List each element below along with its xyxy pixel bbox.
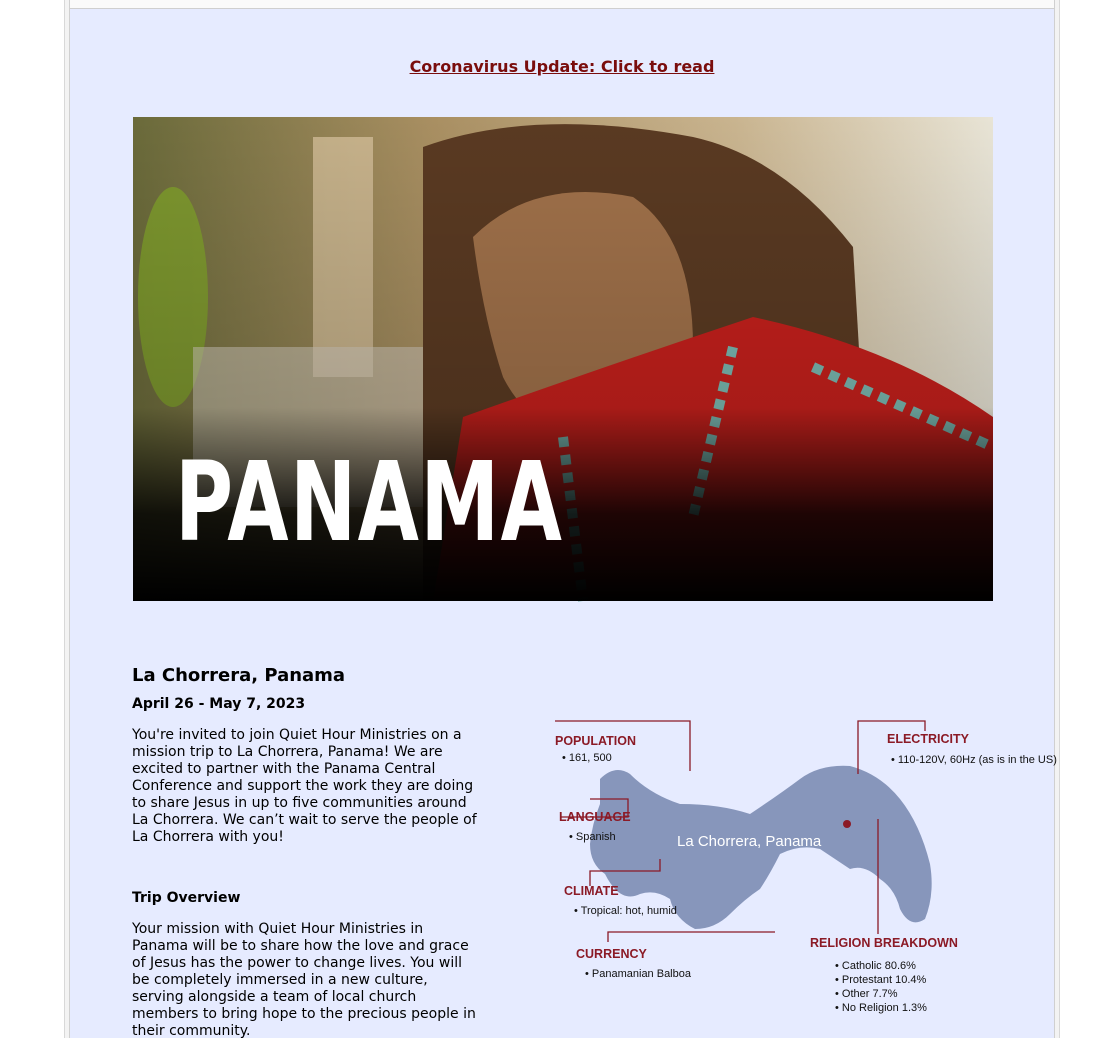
panama-infographic xyxy=(480,704,1057,1024)
religion-label: RELIGION BREAKDOWN xyxy=(810,936,958,950)
religion-item: • Catholic 80.6% xyxy=(835,960,916,972)
trip-dates: April 26 - May 7, 2023 xyxy=(132,696,306,712)
language-value: • Spanish xyxy=(569,831,616,843)
hero-title: PANAMA xyxy=(175,438,564,566)
trip-intro: You're invited to join Quiet Hour Ministries on a mission trip to La Chorrera, Panama! We are excited to partner with the Panama Central Conference and support the work they are doing to share Jesus in up to five communities around La Chorrera. We can’t wait to serve the people of La Chorrera with you! xyxy=(132,727,477,845)
currency-value: • Panamanian Balboa xyxy=(585,968,691,980)
climate-value: • Tropical: hot, humid xyxy=(574,905,677,917)
religion-item: • No Religion 1.3% xyxy=(835,1002,927,1014)
content-panel xyxy=(69,8,1055,1038)
currency-label: CURRENCY xyxy=(576,947,647,961)
coronavirus-update-link[interactable]: Coronavirus Update: Click to read xyxy=(409,57,715,76)
map-label: La Chorrera, Panama xyxy=(677,833,822,850)
hero-banner xyxy=(133,117,993,601)
population-label: POPULATION xyxy=(555,734,637,748)
electricity-label: ELECTRICITY xyxy=(887,732,969,746)
currency-connector xyxy=(608,932,775,942)
climate-label: CLIMATE xyxy=(564,884,619,898)
population-value: • 161, 500 xyxy=(562,752,612,764)
trip-overview-title: Trip Overview xyxy=(132,890,241,906)
religion-item: • Other 7.7% xyxy=(835,988,898,1000)
religion-item: • Protestant 10.4% xyxy=(835,974,927,986)
location-title: La Chorrera, Panama xyxy=(132,665,346,686)
trip-details xyxy=(132,667,477,1040)
language-label: LANGUAGE xyxy=(559,810,631,824)
la-chorrera-marker xyxy=(843,820,851,828)
electricity-value: • 110-120V, 60Hz (as is in the US) xyxy=(891,754,1057,766)
trip-overview-text: Your mission with Quiet Hour Ministries in Panama will be to share how the love and grace of Jesus has the power to change lives. You will be completely immersed in a new culture, serving alongside a team of local church members to bring hope to the precious people in their community. xyxy=(132,921,476,1039)
electricity-connector xyxy=(858,721,925,774)
